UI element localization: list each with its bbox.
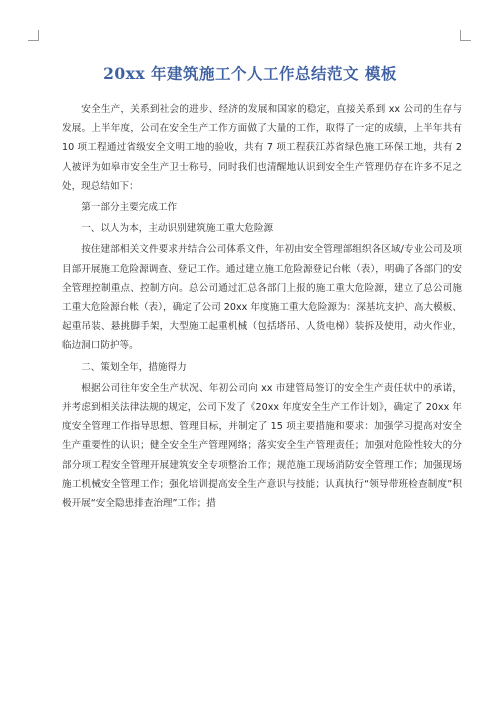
section-heading-part-one: 第一部分主要完成工作 [81,202,178,214]
crop-mark-top-right [460,30,471,41]
paragraph-hazard-sources: 按住建部相关文件要求并结合公司体系文件，年初由安全管理部组织各区域/专业公司及项目部开展施工危险源调查、登记工作。通过建立施工危险源登记台帐（表），明确了各部门的安全管理控制重点、控制方向。总公司通过汇总各部门上报的施工重大危险源，建立了总公司施工重大危险源台帐（表），确定了公司 20xx 年度施工重大危险源为：深基坑支护、高大模板、起重吊装、悬挑脚手架，大型施工起重机械（包括塔吊、人货电梯）装拆及使用，动火作业，临边洞口防护等。 [62,244,462,352]
section-heading-two: 二、策划全年，措施得力 [81,361,187,373]
paragraph-annual-plan: 根据公司往年安全生产状况、年初公司向 xx 市建管局签订的安全生产责任状中的承诺，并考虑到相关法律法规的规定，公司下发了《20xx 年度安全生产工作计划》，确定了 20xx 年度安全管理工作指导思想、管理目标，并制定了 15 项主要措施和要求：加强学习提高对安全生产重要性的认识；健全安全生产管理网络；落实安全生产管理责任；加强对危险性较大的分部分项工程安全管理开展建筑安全专项整治工作；规范施工现场消防安全管理工作；加强现场施工机械安全管理工作；强化培训提高安全生产意识与技能；认真执行“领导带班检查制度”积极开展“安全隐患排查治理”工作；措 [62,382,462,510]
crop-mark-top-left [28,30,39,41]
paragraph-intro: 安全生产，关系到社会的进步、经济的发展和国家的稳定，直接关系到 xx 公司的生存与发展。上半年度，公司在安全生产工作方面做了大量的工作，取得了一定的成绩，上半年共有 10 项工程通过省级安全文明工地的验收，共有 7 项工程获江苏省绿色施工环保工地，共有 2 人被评为如皋市安全生产卫士称号，同时我们也清醒地认识到安全生产管理仍存在许多不足之处，现总结如下： [62,104,463,192]
document-body [62,100,462,513]
section-heading-one: 一、以人为本，主动识别建筑施工重大危险源 [81,223,274,235]
document-title: 20xx 年建筑施工个人工作总结范文 模板 [103,64,397,83]
